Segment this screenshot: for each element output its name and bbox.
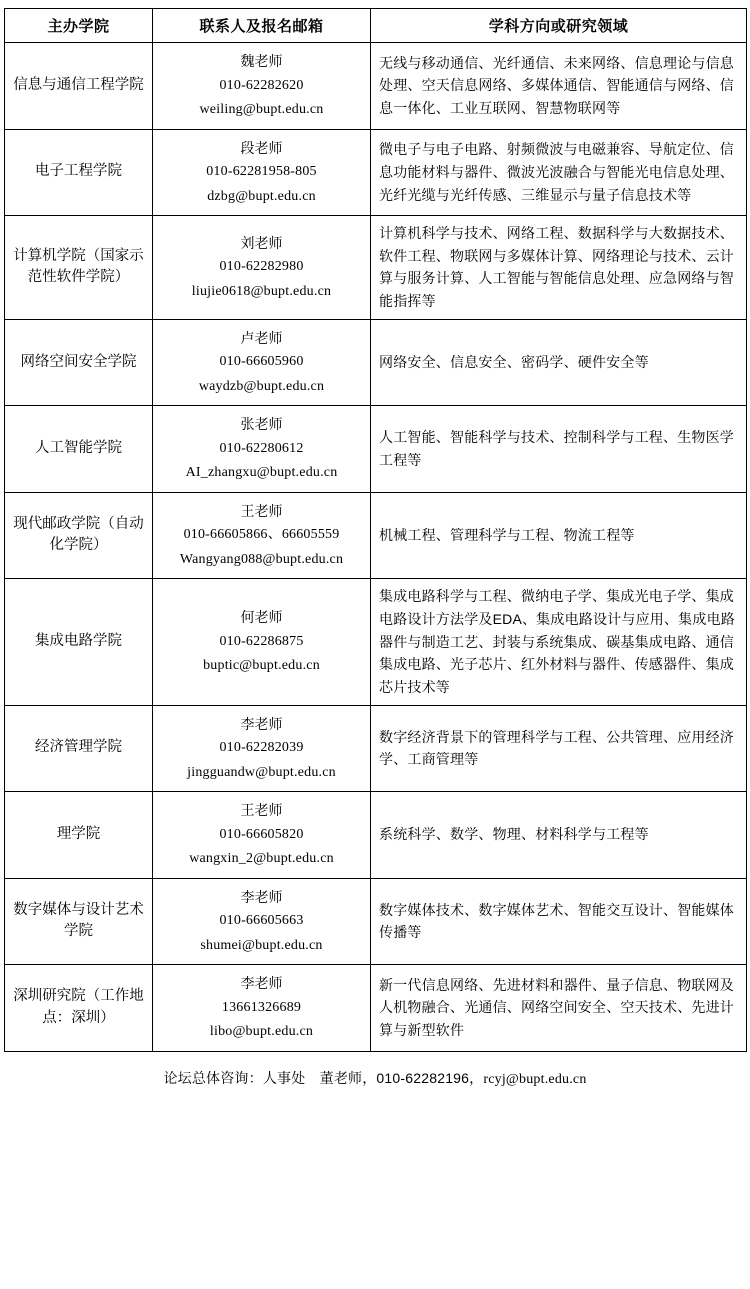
table-row xyxy=(5,129,747,216)
cell-fields: 数字媒体技术、数字媒体艺术、智能交互设计、智能媒体传播等 xyxy=(371,878,747,965)
table-row xyxy=(5,878,747,965)
cell-college: 理学院 xyxy=(5,792,153,879)
contact-email: liujie0618@bupt.edu.cn xyxy=(191,283,332,299)
cell-college: 集成电路学院 xyxy=(5,579,153,705)
cell-college: 现代邮政学院（自动化学院） xyxy=(5,492,153,579)
table-row xyxy=(5,705,747,792)
contact-name: 卢老师 xyxy=(240,329,283,346)
cell-college: 网络空间安全学院 xyxy=(5,319,153,406)
cell-contact xyxy=(153,579,371,705)
column-header-fields: 学科方向或研究领域 xyxy=(371,9,747,43)
table-row xyxy=(5,319,747,406)
cell-contact xyxy=(153,319,371,406)
cell-college: 经济管理学院 xyxy=(5,705,153,792)
contact-table xyxy=(4,8,747,1052)
contact-name: 何老师 xyxy=(240,609,283,626)
contact-phone: 010-62282620 xyxy=(219,77,304,93)
footer-note xyxy=(4,1052,746,1088)
cell-contact xyxy=(153,705,371,792)
table-row xyxy=(5,43,747,130)
table-row xyxy=(5,965,747,1052)
cell-fields: 新一代信息网络、先进材料和器件、量子信息、物联网及人机物融合、光通信、网络空间安全、空天技术、先进计算与新型软件 xyxy=(371,965,747,1052)
cell-contact xyxy=(153,216,371,320)
contact-phone: 010-62286875 xyxy=(219,633,304,649)
contact-phone: 010-66605866、66605559 xyxy=(183,527,340,543)
cell-college: 数字媒体与设计艺术学院 xyxy=(5,878,153,965)
contact-phone: 010-66605820 xyxy=(219,826,304,842)
contact-name: 王老师 xyxy=(240,502,283,519)
contact-phone: 010-62282980 xyxy=(219,259,304,275)
contact-email: buptic@bupt.edu.cn xyxy=(203,658,320,674)
cell-fields: 系统科学、数学、物理、材料科学与工程等 xyxy=(371,792,747,879)
cell-college: 信息与通信工程学院 xyxy=(5,43,153,130)
cell-college: 计算机学院（国家示范性软件学院） xyxy=(5,216,153,320)
contact-phone: 010-62282039 xyxy=(219,740,304,756)
contact-name: 李老师 xyxy=(240,975,283,992)
contact-name: 张老师 xyxy=(240,416,283,433)
cell-fields: 计算机科学与技术、网络工程、数据科学与大数据技术、软件工程、物联网与多媒体计算、网络理论与技术、云计算与服务计算、人工智能与智能信息处理、应急网络与智能指挥等 xyxy=(371,216,747,320)
cell-fields: 机械工程、管理科学与工程、物流工程等 xyxy=(371,492,747,579)
cell-college: 深圳研究院（工作地点：深圳） xyxy=(5,965,153,1052)
contact-email: AI_zhangxu@bupt.edu.cn xyxy=(185,465,338,481)
cell-college: 人工智能学院 xyxy=(5,406,153,493)
contact-name: 段老师 xyxy=(240,139,283,156)
contact-email: jingguandw@bupt.edu.cn xyxy=(187,764,336,780)
contact-phone: 13661326689 xyxy=(221,999,302,1015)
table-row xyxy=(5,579,747,705)
contact-name: 李老师 xyxy=(240,888,283,905)
cell-fields: 网络安全、信息安全、密码学、硬件安全等 xyxy=(371,319,747,406)
contact-phone: 010-66605663 xyxy=(219,913,304,929)
cell-fields: 数字经济背景下的管理科学与工程、公共管理、应用经济学、工商管理等 xyxy=(371,705,747,792)
cell-fields: 微电子与电子电路、射频微波与电磁兼容、导航定位、信息功能材料与器件、微波光波融合与智能光电信息处理、光纤光缆与光纤传感、三维显示与量子信息技术等 xyxy=(371,129,747,216)
cell-contact xyxy=(153,878,371,965)
table-row xyxy=(5,406,747,493)
column-header-contact: 联系人及报名邮箱 xyxy=(153,9,371,43)
cell-contact xyxy=(153,965,371,1052)
contact-email: wangxin_2@bupt.edu.cn xyxy=(189,851,334,867)
table-row xyxy=(5,216,747,320)
table-row xyxy=(5,792,747,879)
contact-email: libo@bupt.edu.cn xyxy=(209,1024,314,1040)
contact-email: dzbg@bupt.edu.cn xyxy=(207,188,316,204)
contact-phone: 010-62281958-805 xyxy=(206,164,317,179)
footer-text: 论坛总体咨询：人事处 董老师，010-62282196， xyxy=(163,1069,484,1086)
cell-fields: 无线与移动通信、光纤通信、未来网络、信息理论与信息处理、空天信息网络、多媒体通信、智能通信与网络、信息一体化、工业互联网、智慧物联网等 xyxy=(371,43,747,130)
contact-phone: 010-66605960 xyxy=(219,354,304,370)
contact-phone: 010-62280612 xyxy=(219,440,304,456)
column-header-college: 主办学院 xyxy=(5,9,153,43)
contact-email: waydzb@bupt.edu.cn xyxy=(198,378,325,394)
table-row xyxy=(5,492,747,579)
cell-contact xyxy=(153,129,371,216)
table-header-row xyxy=(5,9,747,43)
contact-name: 李老师 xyxy=(240,715,283,732)
contact-name: 王老师 xyxy=(240,802,283,819)
cell-contact xyxy=(153,43,371,130)
cell-fields: 集成电路科学与工程、微纳电子学、集成光电子学、集成电路设计方法学及EDA、集成电路设计与应用、集成电路器件与制造工艺、封装与系统集成、碳基集成电路、通信集成电路、光子芯片、红外材料与器件、传感器件、集成芯片技术等 xyxy=(371,579,747,705)
contact-name: 刘老师 xyxy=(240,234,283,251)
contact-email: shumei@bupt.edu.cn xyxy=(200,937,323,953)
footer-email: rcyj@bupt.edu.cn xyxy=(483,1071,587,1087)
cell-contact xyxy=(153,792,371,879)
contact-email: Wangyang088@bupt.edu.cn xyxy=(179,551,344,567)
cell-fields: 人工智能、智能科学与技术、控制科学与工程、生物医学工程等 xyxy=(371,406,747,493)
contact-email: weiling@bupt.edu.cn xyxy=(199,102,324,117)
contact-name: 魏老师 xyxy=(240,53,283,69)
cell-contact xyxy=(153,406,371,493)
cell-contact xyxy=(153,492,371,579)
cell-college: 电子工程学院 xyxy=(5,129,153,216)
